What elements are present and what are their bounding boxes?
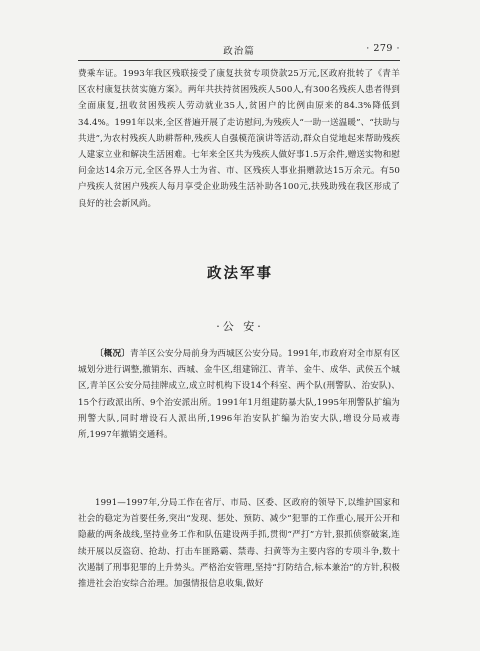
overview-tag: 〔概况〕 [95, 349, 130, 359]
subsection-title: ·公 安· [216, 320, 264, 333]
running-header [78, 40, 400, 61]
page-number: · 279 · [366, 43, 400, 54]
paragraph-text: 1991—1997年,分局工作在省厅、市局、区委、区政府的领导下,以维护国家和社会的稳定为首要任务,突出“发现、惩处、预防、减少”犯罪的工作重心,展开公开和隐蔽的两条战线,坚持业务工作和队伍建设两手抓,贯彻“严打”方针,狠抓侦察破案,连续开展以反盗窃、抢劫、打击车匪路霸、禁毒、扫黄等为主要内容的专项斗争,数十次遏制了刑事犯罪的上升势头。严格治安管理,坚持“打防结合,标本兼治”的方针,积极推进社会治安综合治理。加强情报信息收集,做好 [78, 498, 400, 590]
work-paragraph [78, 495, 400, 592]
paragraph-text: 费乘车证。1993年我区残联接受了康复扶贫专项贷款25万元,区政府批转了《青羊区农村康复扶贫实施方案》。两年共扶持贫困残疾人500人,有300名残疾人患者得到全面康复,扭收贫困残疾人劳动就业35人,贫困户的比例由原来的84.3%降低到34.4%。1991年以来,全区普遍开展了走访慰问,为残疾人“一助一送温暖”、“扶助与共进”,为农村残疾人助耕帮种,残疾人自强模范演讲等活动,群众自觉地起来帮助残疾人建家立业和解决生活困难。七年来全区共为残疾人做好事1.5万余件,赠送实物和慰问金达14余万元,全区各界人士为省、市、区残疾人事业捐赠款达15万余元。有50户残疾人贫困户残疾人每月享受企业助残生活补助各100元,扶残助残在我区形成了良好的社会新风尚。 [78, 69, 400, 209]
overview-paragraph [78, 346, 400, 443]
overview-text: 青羊区公安分局前身为西城区公安分局。1991年,市政府对全市原有区城划分进行调整,撤销东、西城、金牛区,组建锦江、青羊、金牛、成华、武侯五个城区,青羊区公安分局挂牌成立,成立时机构下设14个科室、两个队(刑警队、治安队)、15个行政派出所、9个治安派出所。1991年1月组建防暴大队,1995年刑警队扩编为刑警大队,同时增设石人派出所,1996年治安队扩编为治安大队,增设分局戒毒所,1997年撤销交通科。 [78, 349, 400, 441]
section-title: 政法军事 [207, 265, 273, 282]
paragraph-text [78, 346, 400, 443]
paragraph-continued [78, 66, 400, 212]
header-title: 政治篇 [223, 46, 255, 57]
